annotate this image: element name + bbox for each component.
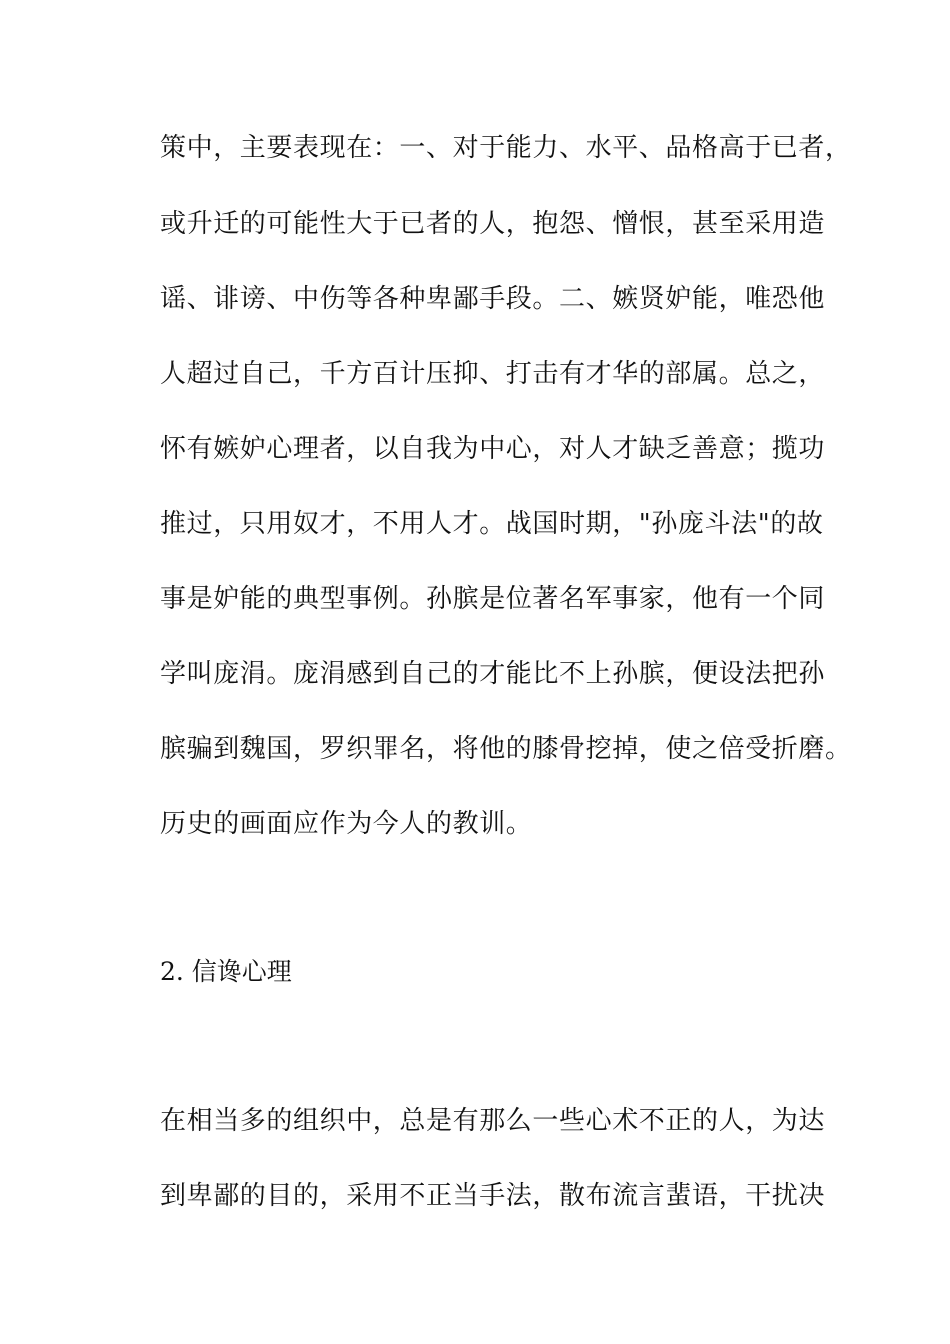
- body-text-line: 或升迁的可能性大于已者的人，抱怨、憎恨，甚至采用造: [160, 209, 826, 239]
- body-text-line: 事是妒能的典型事例。孙膑是位著名军事家，他有一个同: [160, 584, 826, 614]
- body-text-line: 人超过自己，千方百计压抑、打击有才华的部属。总之，: [160, 359, 826, 389]
- body-text-line: 膑骗到魏国，罗织罪名，将他的膝骨挖掉，使之倍受折磨。: [160, 734, 852, 764]
- body-text-line: 策中，主要表现在：一、对于能力、水平、品格高于已者，: [160, 133, 852, 163]
- body-text-line: 在相当多的组织中，总是有那么一些心术不正的人，为达: [160, 1106, 826, 1136]
- body-text-line: 学叫庞涓。庞涓感到自己的才能比不上孙膑，便设法把孙: [160, 659, 826, 689]
- body-text-line: 怀有嫉妒心理者，以自我为中心，对人才缺乏善意；揽功: [160, 434, 826, 464]
- body-text-line: 谣、诽谤、中伤等各种卑鄙手段。二、嫉贤妒能，唯恐他: [160, 284, 826, 314]
- section-heading: 2. 信谗心理: [160, 957, 292, 986]
- body-text-line: 历史的画面应作为今人的教训。: [160, 809, 533, 839]
- body-text-line: 到卑鄙的目的，采用不正当手法，散布流言蜚语，干扰决: [160, 1181, 826, 1211]
- body-text-line: 推过，只用奴才，不用人才。战国时期，"孙庞斗法"的故: [160, 509, 824, 539]
